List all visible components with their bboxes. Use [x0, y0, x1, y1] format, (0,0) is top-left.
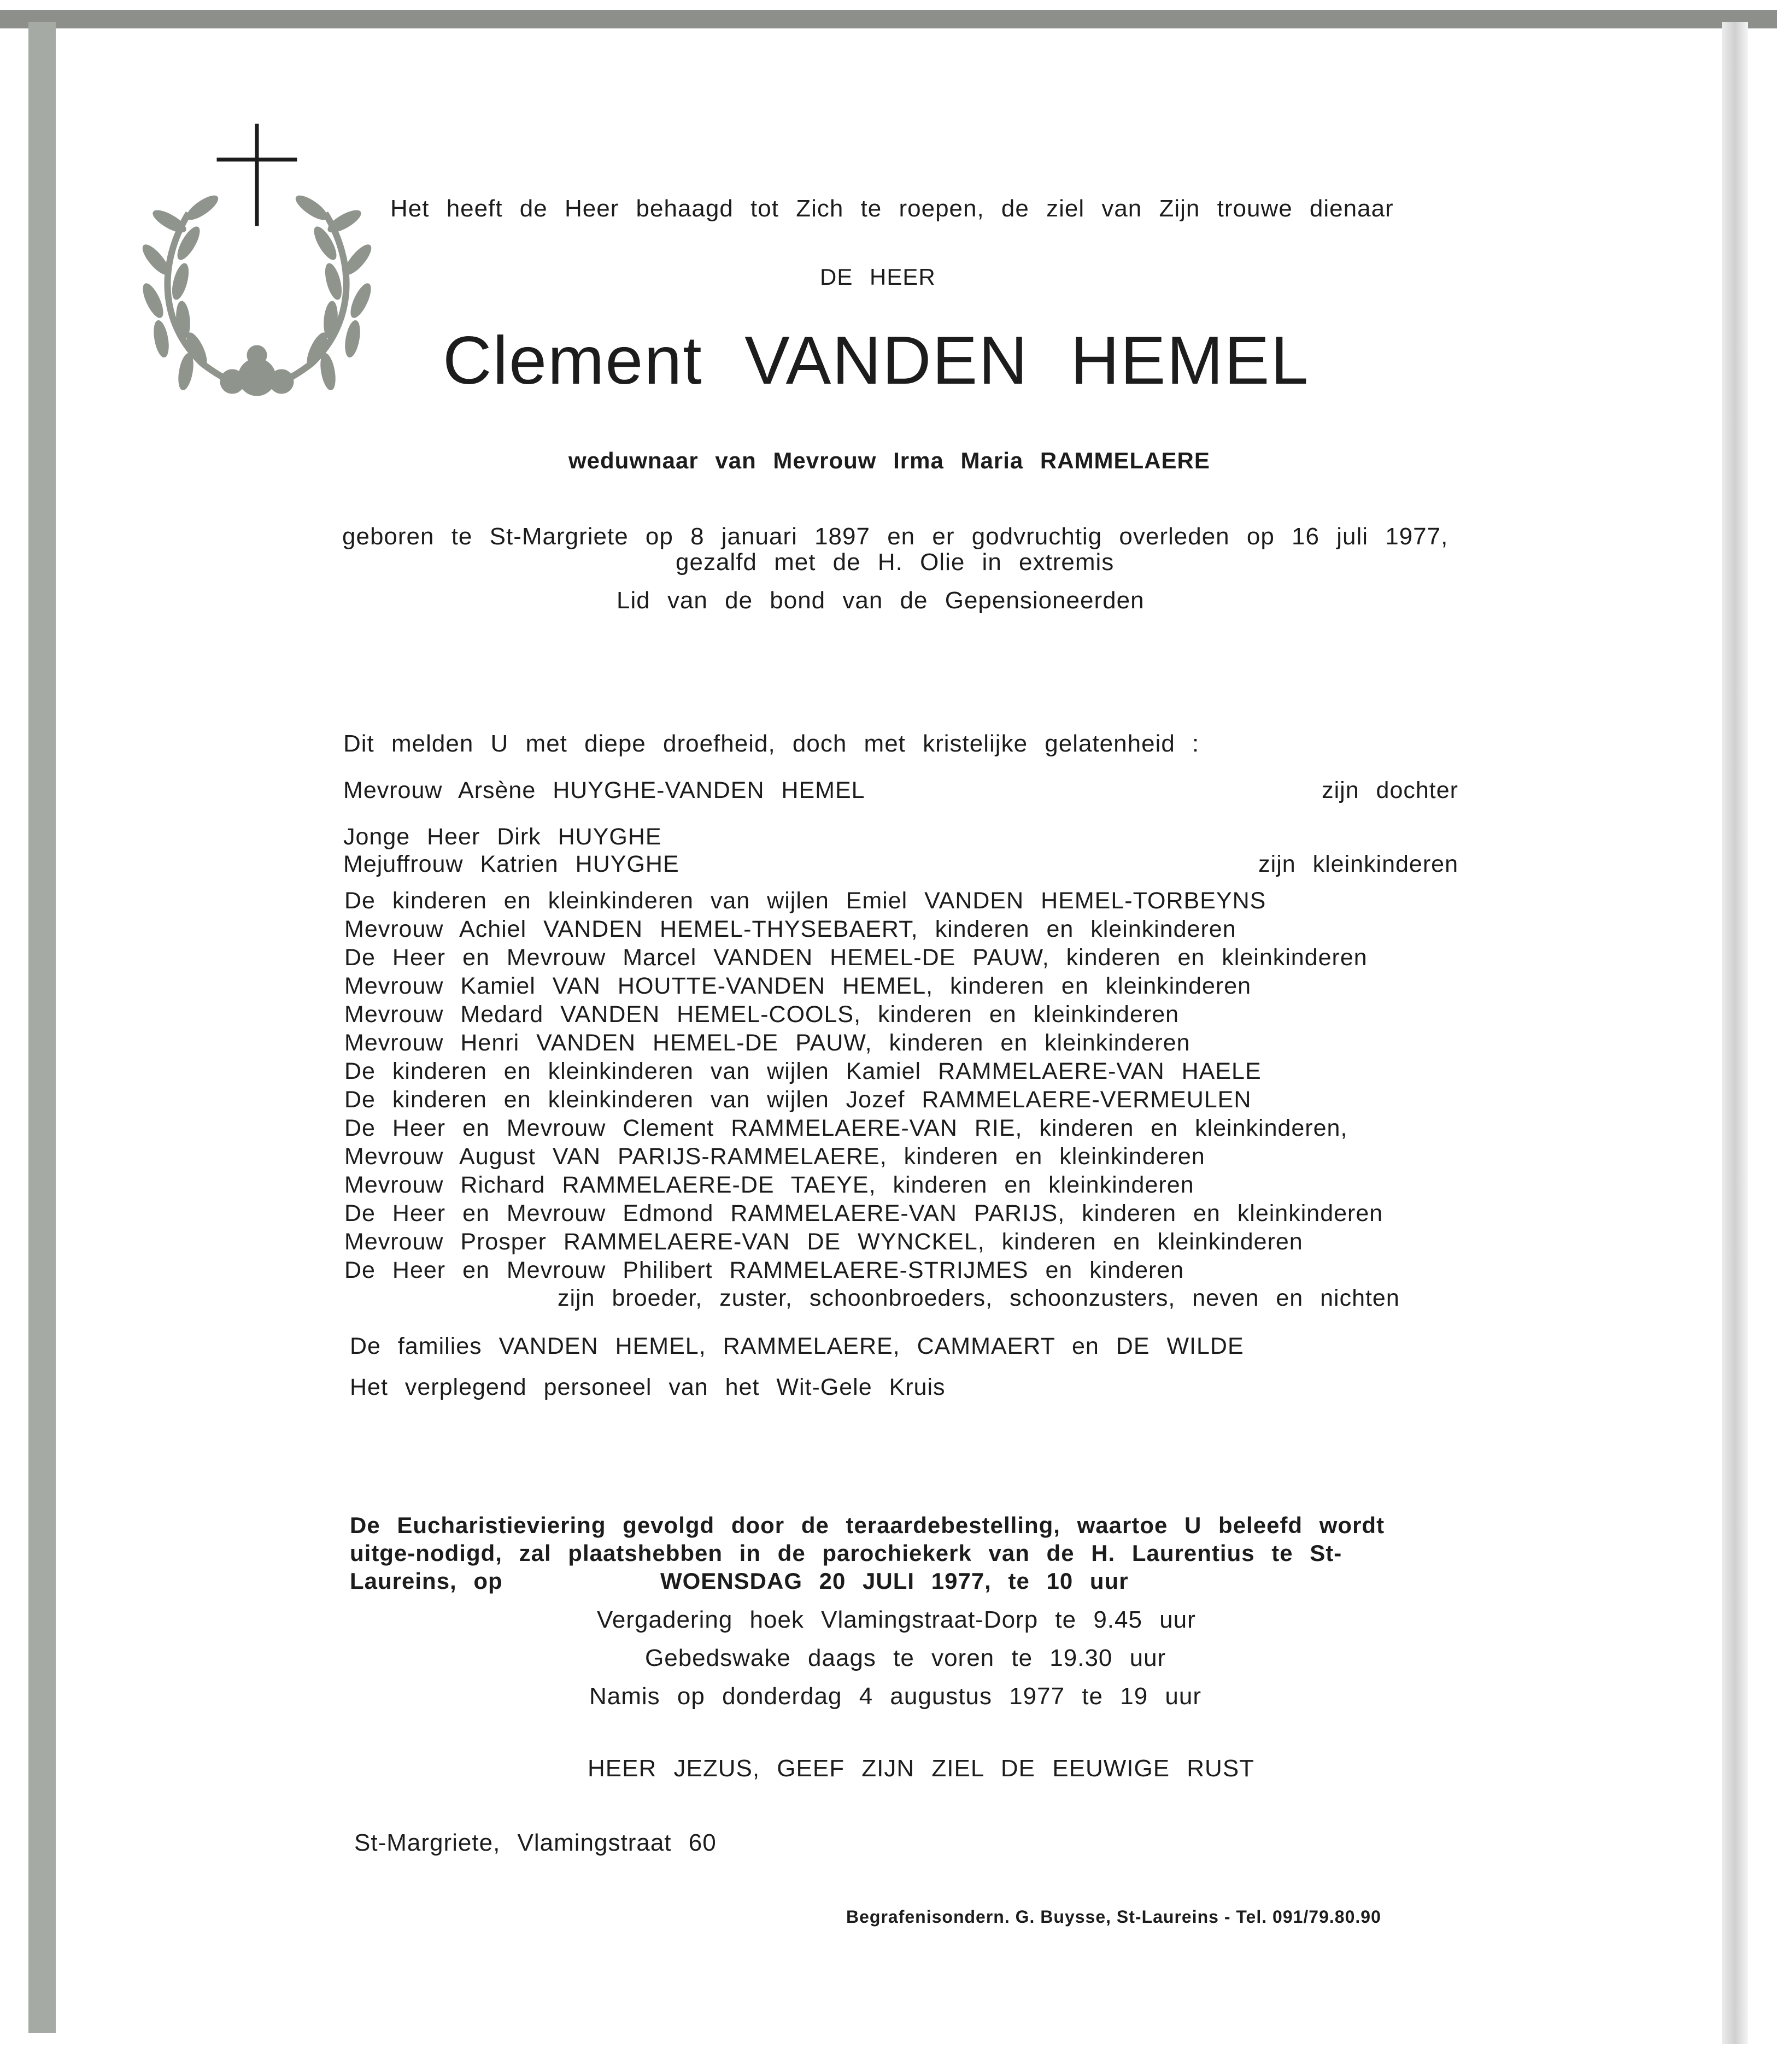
- widower-line: weduwnaar van Mevrouw Irma Maria RAMMELAERE: [568, 448, 1210, 473]
- family-line: Mevrouw Richard RAMMELAERE-DE TAEYE, kinderen en kleinkinderen: [344, 1172, 1194, 1198]
- nursing-line: Het verplegend personeel van het Wit-Gele Kruis: [350, 1374, 946, 1400]
- birth-death-line: geboren te St-Margriete op 8 januari 1897 en er godvruchtig overleden op 16 juli 1977,: [342, 523, 1448, 550]
- family-line: De Heer en Mevrouw Edmond RAMMELAERE-VAN PARIJS, kinderen en kleinkinderen: [344, 1200, 1383, 1226]
- family-line: De Heer en Mevrouw Clement RAMMELAERE-VAN RIE, kinderen en kleinkinderen,: [344, 1115, 1348, 1141]
- family-line: Mevrouw August VAN PARIJS-RAMMELAERE, kinderen en kleinkinderen: [344, 1143, 1205, 1170]
- family-line: De kinderen en kleinkinderen van wijlen Kamiel RAMMELAERE-VAN HAELE: [344, 1058, 1262, 1084]
- intro-text: Het heeft de Heer behaagd tot Zich te roepen, de ziel van Zijn trouwe dienaar: [390, 195, 1394, 222]
- family-line: De Heer en Mevrouw Philibert RAMMELAERE-STRIJMES en kinderen: [344, 1257, 1184, 1283]
- family-line: Mevrouw Achiel VANDEN HEMEL-THYSEBAERT, kinderen en kleinkinderen: [344, 916, 1236, 942]
- page-edge-right: [1722, 22, 1748, 2044]
- family-line: Mevrouw Prosper RAMMELAERE-VAN DE WYNCKEL, kinderen en kleinkinderen: [344, 1229, 1303, 1255]
- page-edge-top: [0, 0, 1777, 28]
- last-rites-line: gezalfd met de H. Olie in extremis: [676, 549, 1115, 576]
- family-line: De Heer en Mevrouw Marcel VANDEN HEMEL-DE PAUW, kinderen en kleinkinderen: [344, 944, 1368, 971]
- prayer-line: HEER JEZUS, GEEF ZIJN ZIEL DE EEUWIGE RUST: [588, 1755, 1255, 1782]
- service-text: De Eucharistieviering gevolgd door de teraardebestelling, waartoe U beleefd wordt uitge-nodigd, zal plaatshebben in de parochiekerk van de H. Laurentius te St-Laureins, op: [350, 1512, 1385, 1594]
- family-line: Mevrouw Medard VANDEN HEMEL-COOLS, kinderen en kleinkinderen: [344, 1001, 1180, 1028]
- grandchildren-relation: zijn kleinkinderen: [1258, 851, 1458, 877]
- membership-line: Lid van de bond van de Gepensioneerden: [617, 587, 1145, 614]
- page-edge-left: [28, 22, 56, 2033]
- families-line: De families VANDEN HEMEL, RAMMELAERE, CAMMAERT en DE WILDE: [350, 1333, 1244, 1359]
- service-date: WOENSDAG 20 JULI 1977, te 10 uur: [660, 1568, 1129, 1594]
- daughter-row: [343, 777, 1458, 804]
- family-line: De kinderen en kleinkinderen van wijlen Emiel VANDEN HEMEL-TORBEYNS: [344, 888, 1266, 914]
- daughter-name: Mevrouw Arsène HUYGHE-VANDEN HEMEL: [343, 777, 865, 803]
- title-prefix: DE HEER: [820, 264, 936, 290]
- family-line: Mevrouw Kamiel VAN HOUTTE-VANDEN HEMEL, kinderen en kleinkinderen: [344, 973, 1252, 999]
- announcement-line: Dit melden U met diepe droefheid, doch met kristelijke gelatenheid :: [343, 730, 1200, 757]
- family-line: Mevrouw Henri VANDEN HEMEL-DE PAUW, kinderen en kleinkinderen: [344, 1030, 1190, 1056]
- grandchild-row-2: [343, 851, 1458, 878]
- undertaker-line: Begrafenisondern. G. Buysse, St-Laureins - Tel. 091/79.80.90: [846, 1907, 1381, 1927]
- deceased-name: Clement VANDEN HEMEL: [443, 323, 1310, 398]
- address-line: St-Margriete, Vlamingstraat 60: [354, 1829, 717, 1856]
- wake-line: Gebedswake daags te voren te 19.30 uur: [645, 1645, 1166, 1671]
- relations-line: zijn broeder, zuster, schoonbroeders, schoonzusters, neven en nichten: [558, 1285, 1400, 1311]
- gathering-line: Vergadering hoek Vlamingstraat-Dorp te 9.45 uur: [597, 1606, 1196, 1633]
- family-line: De kinderen en kleinkinderen van wijlen Jozef RAMMELAERE-VERMEULEN: [344, 1087, 1252, 1113]
- cross-and-wreath-emblem: [137, 120, 377, 404]
- daughter-relation: zijn dochter: [1322, 777, 1458, 803]
- namis-line: Namis op donderdag 4 augustus 1977 te 19 uur: [589, 1683, 1201, 1710]
- cross-icon: [219, 126, 295, 224]
- grandchild-row-1: [343, 824, 1458, 850]
- grandchild-name: Mejuffrouw Katrien HUYGHE: [343, 851, 679, 877]
- grandchild-name: Jonge Heer Dirk HUYGHE: [343, 824, 662, 850]
